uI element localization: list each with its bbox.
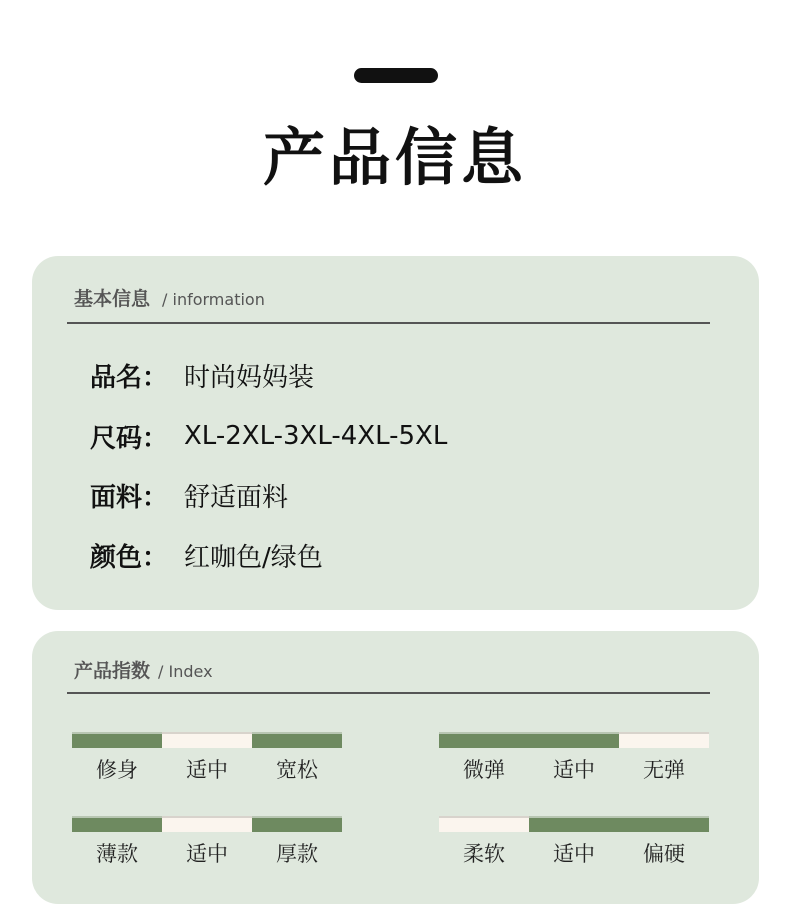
scale-segment — [252, 816, 342, 832]
basic-info-header — [74, 284, 265, 311]
scale-label: 偏硬 — [643, 842, 685, 866]
scale-segment — [439, 732, 529, 748]
scale-segment — [162, 732, 252, 748]
info-label: 品名： — [90, 362, 169, 393]
info-label: 尺码： — [90, 423, 169, 454]
basic-info-title: 基本信息 — [74, 288, 151, 310]
info-row-fabric — [90, 475, 288, 515]
info-row-name — [90, 355, 314, 395]
info-value: 时尚妈妈装 — [184, 362, 315, 393]
scale-label: 柔软 — [463, 842, 505, 866]
basic-info-divider — [67, 322, 710, 324]
scale-segment — [162, 816, 252, 832]
scale-bar — [72, 732, 342, 748]
scale-segment — [619, 732, 709, 748]
softness-scale — [439, 816, 709, 868]
info-value: 红咖色/绿色 — [184, 542, 323, 573]
product-index-header — [74, 656, 213, 683]
product-index-card — [32, 631, 759, 904]
fit-scale — [72, 732, 342, 784]
scale-label: 适中 — [186, 842, 228, 866]
scale-bar — [439, 732, 709, 748]
info-row-size — [90, 416, 447, 456]
scale-bar — [439, 816, 709, 832]
info-label: 面料： — [90, 482, 169, 513]
product-index-subtitle: / Index — [158, 662, 213, 681]
scale-segment — [72, 816, 162, 832]
scale-segment — [619, 816, 709, 832]
info-label: 颜色： — [90, 542, 169, 573]
scale-label: 厚款 — [276, 842, 318, 866]
stretch-scale — [439, 732, 709, 784]
info-row-color — [90, 535, 323, 575]
thickness-scale — [72, 816, 342, 868]
scale-segment — [529, 732, 619, 748]
scale-label: 修身 — [96, 758, 138, 782]
basic-info-subtitle: / information — [162, 290, 265, 309]
decorative-top-bar — [354, 68, 438, 83]
product-index-divider — [67, 692, 710, 694]
scale-bar — [72, 816, 342, 832]
info-value: 舒适面料 — [184, 482, 289, 513]
scale-label: 适中 — [553, 842, 595, 866]
scale-segment — [72, 732, 162, 748]
scale-label: 适中 — [186, 758, 228, 782]
page-title: 产品信息 — [262, 121, 527, 194]
scale-label: 适中 — [553, 758, 595, 782]
scale-label: 微弹 — [463, 758, 505, 782]
scale-segment — [252, 732, 342, 748]
scale-label: 宽松 — [276, 758, 318, 782]
scale-label: 薄款 — [96, 842, 138, 866]
scale-segment — [529, 816, 619, 832]
scale-segment — [439, 816, 529, 832]
scale-label: 无弹 — [643, 758, 685, 782]
info-value: XL-2XL-3XL-4XL-5XL — [184, 421, 448, 451]
product-index-title: 产品指数 — [74, 660, 151, 682]
basic-info-card — [32, 256, 759, 610]
